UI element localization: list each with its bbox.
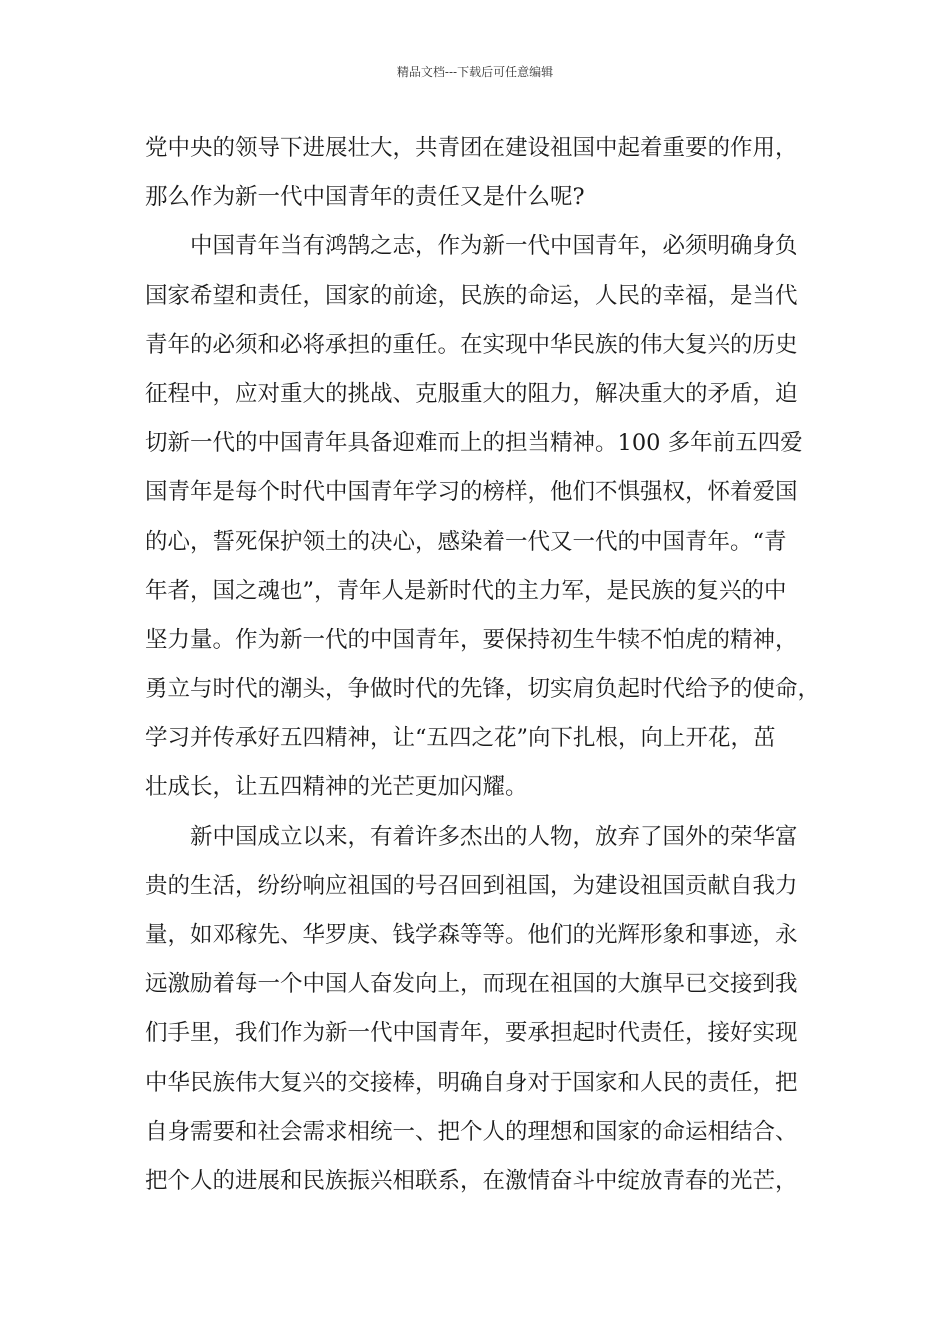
text-line: 把个人的进展和民族振兴相联系，在激情奋斗中绽放青春的光芒，: [145, 1167, 798, 1194]
text-line: 们手里，我们作为新一代中国青年，要承担起时代责任，接好实现: [145, 1020, 798, 1047]
text-line: 年者，国之魂也”，青年人是新时代的主力军，是民族的复兴的中: [145, 577, 787, 604]
text-line: 国家希望和责任，国家的前途，民族的命运，人民的幸福，是当代: [145, 282, 798, 309]
text-line: 征程中，应对重大的挑战、克服重大的阻力，解决重大的矛盾，迫: [145, 380, 798, 407]
text-line: 量，如邓稼先、华罗庚、钱学森等等。他们的光辉形象和事迹，永: [145, 922, 798, 948]
text-line: 青年的必须和必将承担的重任。在实现中华民族的伟大复兴的历史: [145, 331, 798, 358]
text-line: 学习并传承好五四精神，让“五四之花”向下扎根，向上开花，茁: [145, 725, 776, 752]
text-line: 坚力量。作为新一代的中国青年，要保持初生牛犊不怕虎的精神，: [145, 626, 798, 653]
body-text: [145, 124, 825, 1206]
text-line: 切新一代的中国青年具备迎难而上的担当精神。100 多年前五四爱: [145, 430, 803, 457]
text-line: 自身需要和社会需求相统一、把个人的理想和国家的命运相结合、: [145, 1118, 798, 1145]
text-line: 国青年是每个时代中国青年学习的榜样，他们不惧强权，怀着爱国: [145, 479, 798, 506]
paragraph-start-line: 新中国成立以来，有着许多杰出的人物，放弃了国外的荣华富: [190, 823, 798, 850]
paragraph-start-line: 中国青年当有鸿鹄之志，作为新一代中国青年，必须明确身负: [190, 233, 798, 260]
text-line: 贵的生活，纷纷响应祖国的号召回到祖国，为建设祖国贡献自我力: [145, 872, 798, 899]
text-line: 中华民族伟大复兴的交接棒，明确自身对于国家和人民的责任，把: [145, 1069, 798, 1096]
text-line: 远激励着每一个中国人奋发向上，而现在祖国的大旗早已交接到我: [145, 971, 798, 998]
text-line: 那么作为新一代中国青年的责任又是什么呢?: [145, 184, 585, 211]
text-line: 壮成长，让五四精神的光芒更加闪耀。: [145, 774, 528, 801]
text-line: 的心，誓死保护领土的决心，感染着一代又一代的中国青年。“青: [145, 528, 787, 555]
text-line: 勇立与时代的潮头，争做时代的先锋，切实肩负起时代给予的使命，: [145, 676, 821, 703]
page-header: 精品文档---下载后可任意编辑: [396, 65, 554, 79]
text-line: 党中央的领导下进展壮大，共青团在建设祖国中起着重要的作用，: [145, 135, 798, 161]
